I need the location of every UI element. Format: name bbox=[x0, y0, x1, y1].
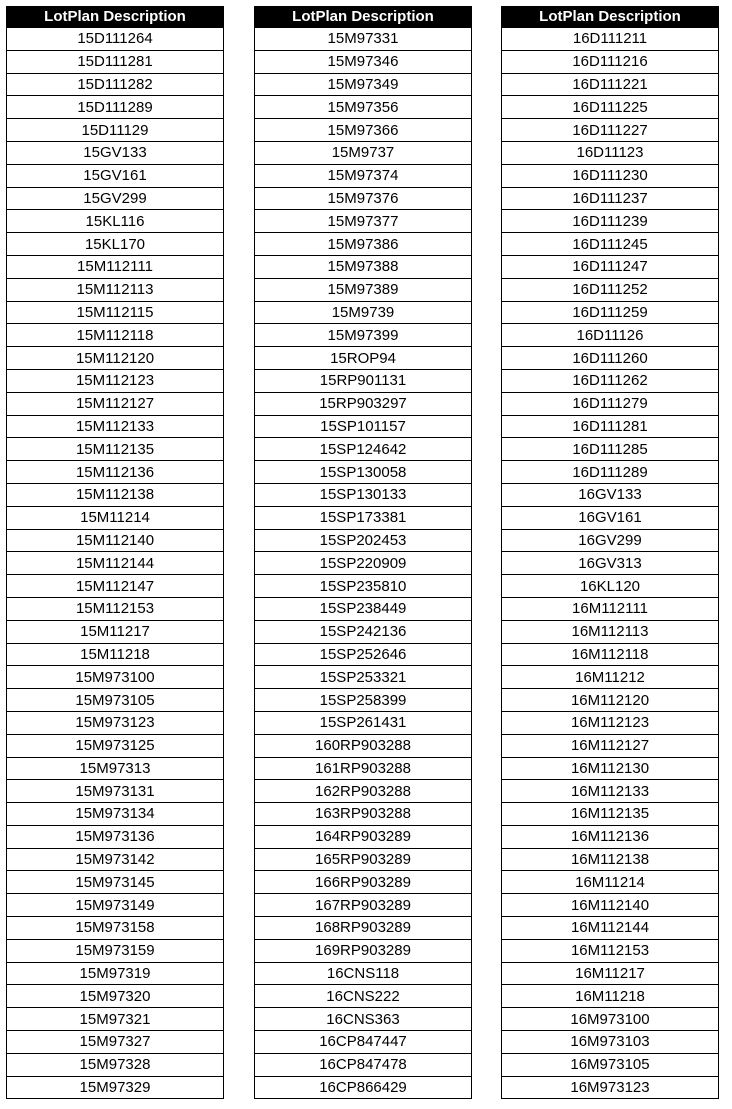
lotplan-cell: 16D111259 bbox=[502, 301, 719, 324]
table-row bbox=[502, 483, 719, 506]
lotplan-cell: 16D111221 bbox=[502, 73, 719, 96]
table-row bbox=[502, 392, 719, 415]
lotplan-cell: 15M97356 bbox=[255, 96, 472, 119]
lotplan-cell: 15M112136 bbox=[7, 461, 224, 484]
table-row bbox=[502, 689, 719, 712]
table-row bbox=[502, 233, 719, 256]
lotplan-cell: 15M112118 bbox=[7, 324, 224, 347]
lotplan-cell: 15D111289 bbox=[7, 96, 224, 119]
table-row bbox=[502, 529, 719, 552]
table-row bbox=[7, 1031, 224, 1054]
lotplan-cell: 15M97399 bbox=[255, 324, 472, 347]
table-row bbox=[502, 461, 719, 484]
table-row bbox=[7, 415, 224, 438]
lotplan-cell: 15M97388 bbox=[255, 255, 472, 278]
table-row bbox=[502, 324, 719, 347]
lotplan-cell: 16M11217 bbox=[502, 962, 719, 985]
table-row bbox=[255, 28, 472, 51]
lotplan-cell: 15SP124642 bbox=[255, 438, 472, 461]
table-row bbox=[255, 1053, 472, 1076]
table-row bbox=[255, 1008, 472, 1031]
lotplan-cell: 15M112127 bbox=[7, 392, 224, 415]
table-row bbox=[502, 620, 719, 643]
lotplan-cell: 15ROP94 bbox=[255, 347, 472, 370]
lotplan-cell: 169RP903289 bbox=[255, 939, 472, 962]
table-row bbox=[255, 210, 472, 233]
lotplan-cell: 15M973142 bbox=[7, 848, 224, 871]
table-row bbox=[7, 347, 224, 370]
table-row bbox=[255, 324, 472, 347]
lotplan-cell: 15M973131 bbox=[7, 780, 224, 803]
lotplan-cell: 16M112127 bbox=[502, 734, 719, 757]
lotplan-header: LotPlan Description bbox=[7, 7, 224, 28]
table-row bbox=[255, 825, 472, 848]
lotplan-cell: 15SP202453 bbox=[255, 529, 472, 552]
table-row bbox=[7, 50, 224, 73]
table-row bbox=[255, 255, 472, 278]
table-row bbox=[255, 1076, 472, 1099]
lotplan-cell: 163RP903288 bbox=[255, 803, 472, 826]
lotplan-cell: 15M973105 bbox=[7, 689, 224, 712]
lotplan-cell: 15M112111 bbox=[7, 255, 224, 278]
lotplan-cell: 16CP847478 bbox=[255, 1053, 472, 1076]
lotplan-cell: 15M112133 bbox=[7, 415, 224, 438]
table-row bbox=[255, 119, 472, 142]
table-row bbox=[7, 461, 224, 484]
table-row bbox=[7, 803, 224, 826]
table-row bbox=[502, 643, 719, 666]
lotplan-cell: 164RP903289 bbox=[255, 825, 472, 848]
table-row bbox=[255, 734, 472, 757]
table-row bbox=[255, 187, 472, 210]
table-row bbox=[7, 825, 224, 848]
table-row bbox=[502, 711, 719, 734]
table-row bbox=[255, 757, 472, 780]
lotplan-cell: 16GV133 bbox=[502, 483, 719, 506]
table-row bbox=[255, 711, 472, 734]
table-row bbox=[255, 164, 472, 187]
lotplan-cell: 15SP173381 bbox=[255, 506, 472, 529]
table-row bbox=[255, 73, 472, 96]
lotplan-cell: 15M97320 bbox=[7, 985, 224, 1008]
table-row bbox=[502, 506, 719, 529]
table-row bbox=[7, 848, 224, 871]
table-row bbox=[255, 575, 472, 598]
table-row bbox=[502, 848, 719, 871]
lotplan-cell: 15M97328 bbox=[7, 1053, 224, 1076]
lotplan-cell: 15SP261431 bbox=[255, 711, 472, 734]
lotplan-cell: 15M97329 bbox=[7, 1076, 224, 1099]
table-row bbox=[502, 939, 719, 962]
table-row bbox=[502, 1031, 719, 1054]
lotplan-cell: 15D111282 bbox=[7, 73, 224, 96]
lotplan-cell: 15SP101157 bbox=[255, 415, 472, 438]
lotplan-cell: 15SP252646 bbox=[255, 643, 472, 666]
table-row bbox=[502, 255, 719, 278]
table-row bbox=[7, 643, 224, 666]
lotplan-cell: 16CP847447 bbox=[255, 1031, 472, 1054]
table-row bbox=[7, 552, 224, 575]
lotplan-cell: 15M973134 bbox=[7, 803, 224, 826]
lotplan-cell: 16CNS222 bbox=[255, 985, 472, 1008]
table-row bbox=[255, 552, 472, 575]
table-row bbox=[7, 689, 224, 712]
table-row bbox=[255, 50, 472, 73]
lotplan-cell: 15D11129 bbox=[7, 119, 224, 142]
lotplan-cell: 16D111285 bbox=[502, 438, 719, 461]
table-row bbox=[7, 666, 224, 689]
lotplan-cell: 15M97349 bbox=[255, 73, 472, 96]
table-row bbox=[255, 962, 472, 985]
lotplan-cell: 16D111216 bbox=[502, 50, 719, 73]
lotplan-cell: 16M973123 bbox=[502, 1076, 719, 1099]
lotplan-header: LotPlan Description bbox=[502, 7, 719, 28]
table-row bbox=[255, 506, 472, 529]
lotplan-cell: 16D111245 bbox=[502, 233, 719, 256]
table-row bbox=[502, 50, 719, 73]
table-row bbox=[502, 347, 719, 370]
lotplan-cell: 15RP903297 bbox=[255, 392, 472, 415]
lotplan-cell: 15M97374 bbox=[255, 164, 472, 187]
lotplan-cell: 15GV161 bbox=[7, 164, 224, 187]
lotplan-cell: 16M973103 bbox=[502, 1031, 719, 1054]
lotplan-cell: 16D111239 bbox=[502, 210, 719, 233]
lotplan-cell: 15D111281 bbox=[7, 50, 224, 73]
table-row bbox=[7, 780, 224, 803]
lotplan-cell: 15M97377 bbox=[255, 210, 472, 233]
lotplan-cell: 16CNS363 bbox=[255, 1008, 472, 1031]
table-row bbox=[502, 597, 719, 620]
table-row bbox=[255, 597, 472, 620]
table-row bbox=[7, 324, 224, 347]
lotplan-cell: 15M9739 bbox=[255, 301, 472, 324]
table-row bbox=[255, 894, 472, 917]
table-row bbox=[7, 392, 224, 415]
lotplan-cell: 16CNS118 bbox=[255, 962, 472, 985]
table-row bbox=[255, 939, 472, 962]
table-row bbox=[7, 210, 224, 233]
lotplan-cell: 15M9737 bbox=[255, 141, 472, 164]
lotplan-table-3 bbox=[501, 6, 719, 1099]
lotplan-cell: 15M112135 bbox=[7, 438, 224, 461]
table-row bbox=[502, 780, 719, 803]
lotplan-cell: 16M112118 bbox=[502, 643, 719, 666]
table-row bbox=[7, 1076, 224, 1099]
lotplan-cell: 166RP903289 bbox=[255, 871, 472, 894]
table-row bbox=[7, 917, 224, 940]
lotplan-cell: 15KL170 bbox=[7, 233, 224, 256]
table-row bbox=[255, 438, 472, 461]
lotplan-cell: 16M11218 bbox=[502, 985, 719, 1008]
lotplan-cell: 15M112138 bbox=[7, 483, 224, 506]
lotplan-cell: 15M97331 bbox=[255, 28, 472, 51]
lotplan-cell: 15M11214 bbox=[7, 506, 224, 529]
lotplan-cell: 16CP866429 bbox=[255, 1076, 472, 1099]
lotplan-cell: 15M112113 bbox=[7, 278, 224, 301]
lotplan-cell: 15M97376 bbox=[255, 187, 472, 210]
lotplan-cell: 16M112111 bbox=[502, 597, 719, 620]
lotplan-cell: 160RP903288 bbox=[255, 734, 472, 757]
lotplan-cell: 15M112144 bbox=[7, 552, 224, 575]
lotplan-cell: 16D111279 bbox=[502, 392, 719, 415]
lotplan-cell: 16D111230 bbox=[502, 164, 719, 187]
lotplan-cell: 16M112130 bbox=[502, 757, 719, 780]
table-row bbox=[7, 711, 224, 734]
table-row bbox=[255, 141, 472, 164]
lotplan-table-1 bbox=[6, 6, 224, 1099]
lotplan-cell: 15SP253321 bbox=[255, 666, 472, 689]
lotplan-cell: 15GV133 bbox=[7, 141, 224, 164]
table-row bbox=[502, 894, 719, 917]
table-row bbox=[255, 871, 472, 894]
lotplan-cell: 16M973105 bbox=[502, 1053, 719, 1076]
table-row bbox=[502, 871, 719, 894]
lotplan-cell: 15M973125 bbox=[7, 734, 224, 757]
lotplan-cell: 15M973100 bbox=[7, 666, 224, 689]
lotplan-cell: 15KL116 bbox=[7, 210, 224, 233]
lotplan-header: LotPlan Description bbox=[255, 7, 472, 28]
table-row bbox=[7, 164, 224, 187]
table-row bbox=[502, 187, 719, 210]
lotplan-cell: 15M112147 bbox=[7, 575, 224, 598]
table-row bbox=[255, 392, 472, 415]
table-row bbox=[255, 233, 472, 256]
lotplan-cell: 16M11214 bbox=[502, 871, 719, 894]
table-row bbox=[255, 985, 472, 1008]
table-row bbox=[7, 141, 224, 164]
table-row bbox=[7, 1053, 224, 1076]
lotplan-cell: 15SP238449 bbox=[255, 597, 472, 620]
lotplan-cell: 16D111262 bbox=[502, 369, 719, 392]
table-row bbox=[502, 438, 719, 461]
table-row bbox=[502, 1053, 719, 1076]
lotplan-cell: 15SP220909 bbox=[255, 552, 472, 575]
table-row bbox=[255, 848, 472, 871]
lotplan-cell: 16D111237 bbox=[502, 187, 719, 210]
table-row bbox=[7, 28, 224, 51]
table-row bbox=[7, 233, 224, 256]
table-row bbox=[7, 1008, 224, 1031]
table-row bbox=[502, 119, 719, 142]
lotplan-cell: 16M112140 bbox=[502, 894, 719, 917]
table-row bbox=[255, 483, 472, 506]
lotplan-cell: 16M112138 bbox=[502, 848, 719, 871]
lotplan-cell: 16D11126 bbox=[502, 324, 719, 347]
table-row bbox=[255, 347, 472, 370]
table-row bbox=[502, 1008, 719, 1031]
lotplan-cell: 15SP130133 bbox=[255, 483, 472, 506]
table-row bbox=[7, 575, 224, 598]
lotplan-cell: 16D111289 bbox=[502, 461, 719, 484]
table-row bbox=[255, 301, 472, 324]
table-row bbox=[7, 871, 224, 894]
table-row bbox=[255, 1031, 472, 1054]
table-row bbox=[502, 962, 719, 985]
table-row bbox=[502, 825, 719, 848]
lotplan-cell: 15RP901131 bbox=[255, 369, 472, 392]
table-row bbox=[7, 597, 224, 620]
table-row bbox=[502, 757, 719, 780]
table-row bbox=[7, 939, 224, 962]
lotplan-cell: 15M973136 bbox=[7, 825, 224, 848]
lotplan-cell: 15M97366 bbox=[255, 119, 472, 142]
table-row bbox=[7, 506, 224, 529]
table-row bbox=[7, 757, 224, 780]
lotplan-cell: 15SP235810 bbox=[255, 575, 472, 598]
lotplan-cell: 16D111227 bbox=[502, 119, 719, 142]
table-row bbox=[255, 803, 472, 826]
lotplan-cell: 16M112144 bbox=[502, 917, 719, 940]
table-row bbox=[502, 210, 719, 233]
table-row bbox=[255, 278, 472, 301]
table-row bbox=[502, 575, 719, 598]
table-row bbox=[502, 141, 719, 164]
lotplan-cell: 15M97386 bbox=[255, 233, 472, 256]
lotplan-cell: 15M97327 bbox=[7, 1031, 224, 1054]
lotplan-cell: 15M97389 bbox=[255, 278, 472, 301]
table-row bbox=[255, 917, 472, 940]
lotplan-cell: 16M112153 bbox=[502, 939, 719, 962]
table-row bbox=[502, 28, 719, 51]
lotplan-cell: 15SP258399 bbox=[255, 689, 472, 712]
lotplan-cell: 16GV299 bbox=[502, 529, 719, 552]
table-row bbox=[255, 461, 472, 484]
table-row bbox=[7, 255, 224, 278]
lotplan-cell: 161RP903288 bbox=[255, 757, 472, 780]
table-row bbox=[7, 73, 224, 96]
table-row bbox=[502, 552, 719, 575]
lotplan-cell: 16M11212 bbox=[502, 666, 719, 689]
table-row bbox=[7, 894, 224, 917]
table-row bbox=[502, 1076, 719, 1099]
table-row bbox=[7, 187, 224, 210]
table-row bbox=[7, 483, 224, 506]
lotplan-cell: 16GV313 bbox=[502, 552, 719, 575]
table-row bbox=[7, 734, 224, 757]
table-row bbox=[7, 119, 224, 142]
table-row bbox=[502, 301, 719, 324]
lotplan-cell: 15M11218 bbox=[7, 643, 224, 666]
lotplan-cell: 165RP903289 bbox=[255, 848, 472, 871]
lotplan-cell: 15M97321 bbox=[7, 1008, 224, 1031]
header-row bbox=[7, 7, 224, 28]
table-row bbox=[502, 164, 719, 187]
table-row bbox=[7, 369, 224, 392]
lotplan-cell: 15M973145 bbox=[7, 871, 224, 894]
lotplan-cell: 16M112113 bbox=[502, 620, 719, 643]
lotplan-cell: 15M112140 bbox=[7, 529, 224, 552]
lotplan-cell: 15M973149 bbox=[7, 894, 224, 917]
table-row bbox=[502, 73, 719, 96]
table-row bbox=[255, 415, 472, 438]
lotplan-cell: 15M973158 bbox=[7, 917, 224, 940]
lotplan-cell: 16D111260 bbox=[502, 347, 719, 370]
table-row bbox=[502, 985, 719, 1008]
table-row bbox=[255, 689, 472, 712]
lotplan-cell: 15D111264 bbox=[7, 28, 224, 51]
table-row bbox=[502, 734, 719, 757]
table-row bbox=[502, 803, 719, 826]
lotplan-cell: 15M112123 bbox=[7, 369, 224, 392]
table-row bbox=[502, 415, 719, 438]
lotplan-cell: 16D111225 bbox=[502, 96, 719, 119]
lotplan-cell: 167RP903289 bbox=[255, 894, 472, 917]
table-row bbox=[255, 643, 472, 666]
lotplan-cell: 15M97319 bbox=[7, 962, 224, 985]
table-row bbox=[7, 985, 224, 1008]
table-row bbox=[255, 529, 472, 552]
lotplan-cell: 15SP130058 bbox=[255, 461, 472, 484]
table-row bbox=[7, 962, 224, 985]
lotplan-cell: 15M973123 bbox=[7, 711, 224, 734]
lotplan-cell: 16M973100 bbox=[502, 1008, 719, 1031]
table-row bbox=[502, 666, 719, 689]
table-row bbox=[255, 96, 472, 119]
lotplan-cell: 15M112120 bbox=[7, 347, 224, 370]
table-row bbox=[7, 278, 224, 301]
lotplan-cell: 16D11123 bbox=[502, 141, 719, 164]
lotplan-cell: 15M112115 bbox=[7, 301, 224, 324]
lotplan-table-2 bbox=[254, 6, 472, 1099]
table-row bbox=[7, 96, 224, 119]
lotplan-cell: 162RP903288 bbox=[255, 780, 472, 803]
table-row bbox=[7, 301, 224, 324]
lotplan-cell: 15M112153 bbox=[7, 597, 224, 620]
table-row bbox=[7, 438, 224, 461]
lotplan-cell: 16D111252 bbox=[502, 278, 719, 301]
header-row bbox=[502, 7, 719, 28]
lotplan-cell: 15GV299 bbox=[7, 187, 224, 210]
table-row bbox=[255, 369, 472, 392]
lotplan-cell: 15M973159 bbox=[7, 939, 224, 962]
lotplan-cell: 16D111247 bbox=[502, 255, 719, 278]
lotplan-cell: 16KL120 bbox=[502, 575, 719, 598]
lotplan-cell: 16M112136 bbox=[502, 825, 719, 848]
table-row bbox=[255, 780, 472, 803]
lotplan-cell: 15M97346 bbox=[255, 50, 472, 73]
table-row bbox=[502, 278, 719, 301]
table-row bbox=[7, 529, 224, 552]
table-row bbox=[502, 917, 719, 940]
lotplan-cell: 16M112123 bbox=[502, 711, 719, 734]
lotplan-cell: 16M112120 bbox=[502, 689, 719, 712]
table-row bbox=[502, 96, 719, 119]
lotplan-cell: 15M97313 bbox=[7, 757, 224, 780]
lotplan-cell: 16D111281 bbox=[502, 415, 719, 438]
lotplan-cell: 16GV161 bbox=[502, 506, 719, 529]
table-row bbox=[502, 369, 719, 392]
table-row bbox=[255, 666, 472, 689]
lotplan-cell: 16M112135 bbox=[502, 803, 719, 826]
header-row bbox=[255, 7, 472, 28]
lotplan-cell: 16D111211 bbox=[502, 28, 719, 51]
table-row bbox=[255, 620, 472, 643]
lotplan-cell: 16M112133 bbox=[502, 780, 719, 803]
table-row bbox=[7, 620, 224, 643]
lotplan-cell: 15SP242136 bbox=[255, 620, 472, 643]
lotplan-cell: 15M11217 bbox=[7, 620, 224, 643]
lotplan-cell: 168RP903289 bbox=[255, 917, 472, 940]
